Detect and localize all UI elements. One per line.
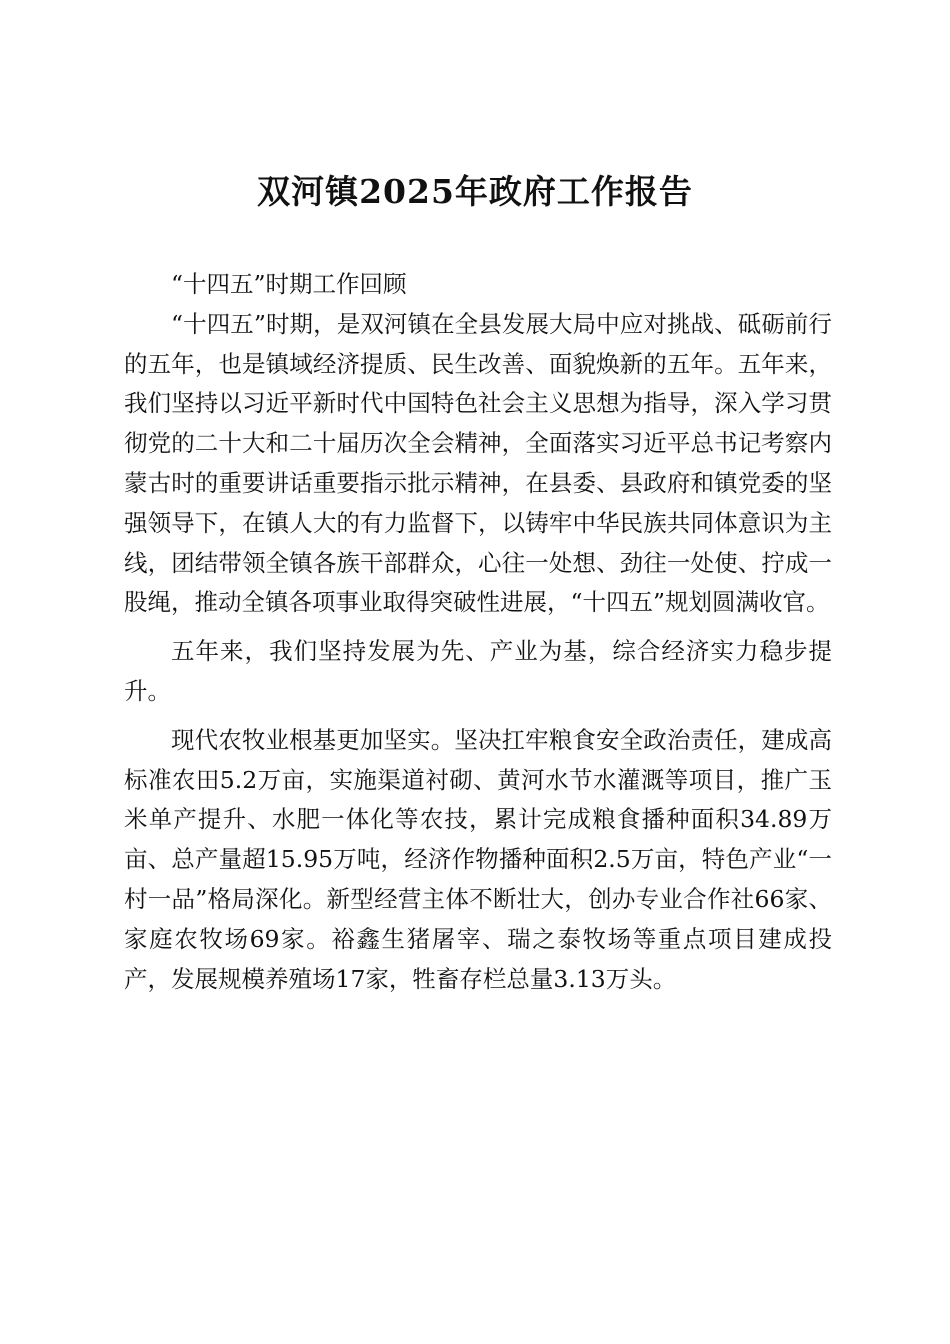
paragraph: 五年来，我们坚持发展为先、产业为基，综合经济实力稳步提升。 [124,637,832,705]
section-heading: “十四五”时期工作回顾 [171,270,407,298]
document-title: 双河镇2025年政府工作报告 [257,172,693,211]
paragraph: “十四五”时期，是双河镇在全县发展大局中应对挑战、砥砺前行的五年，也是镇域经济提质、民生改善、面貌焕新的五年。五年来，我们坚持以习近平新时代中国特色社会主义思想为指导，深入学习贯彻党的二十大和二十届历次全会精神，全面落实习近平总书记考察内蒙古时的重要讲话重要指示批示精神，在县委、县政府和镇党委的坚强领导下，在镇人大的有力监督下，以铸牢中华民族共同体意识为主线，团结带领全镇各族干部群众，心往一处想、劲往一处使、拧成一股绳，推动全镇各项事业取得突破性进展，“十四五”规划圆满收官。 [124,309,832,617]
paragraph: 现代农牧业根基更加坚实。坚决扛牢粮食安全政治责任，建成高标准农田5.2万亩，实施渠道衬砌、黄河水节水灌溉等项目，推广玉米单产提升、水肥一体化等农技，累计完成粮食播种面积34.89万亩、总产量超15.95万吨，经济作物播种面积2.5万亩，特色产业“一村一品”格局深化。新型经营主体不断壮大，创办专业合作社66家、家庭农牧场69家。裕鑫生猪屠宰、瑞之泰牧场等重点项目建成投产，发展规模养殖场17家，牲畜存栏总量3.13万头。 [124,725,832,993]
document-body [124,265,832,999]
